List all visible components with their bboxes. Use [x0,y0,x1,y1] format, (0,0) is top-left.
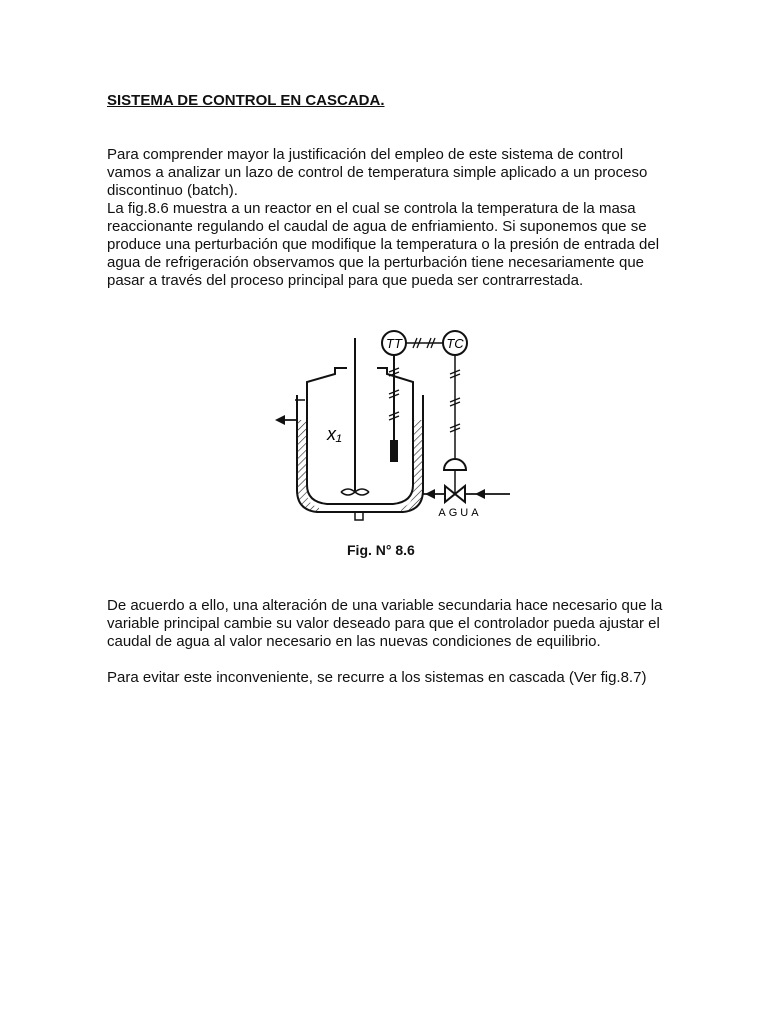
transmitter-label: TT [386,336,402,351]
valve-actuator [444,459,466,470]
paragraph-cascade-reference: Para evitar este inconveniente, se recurre a los sistemas en cascada (Ver fig.8.7) [107,669,647,686]
paragraph-figure-description: La fig.8.6 muestra a un reactor en el cual se controla la temperatura de la masa reaccionante regulando el caudal de agua de enfriamiento. Si suponemos que se produce una perturbación que modifique la temperatura o la presión de entrada del agua de refrigeración observamos que la perturbación tiene necesariamente que pasar a través del proceso principal para que pueda ser contrarrestada. [107,200,660,289]
reactor-diagram-svg [255,310,525,535]
mass-label: x₁ [327,424,342,444]
reactor-diagram [255,310,525,535]
water-to-jacket-arrow [425,489,435,499]
paragraph-consequence: De acuerdo a ello, una alteración de una variable secundaria hace necesario que la variable principal cambie su valor deseado para que el controlador pueda ajustar el caudal de agua al valor necesario en las nuevas condiciones de equilibrio. [107,597,663,650]
outlet-arrow [275,415,285,425]
thermowell [390,440,398,462]
vessel-top-left [307,368,347,390]
water-inlet-arrow [475,489,485,499]
controller-label: TC [446,336,464,351]
bottom-drain [355,512,363,520]
figure-caption: Fig. N° 8.6 [347,542,415,558]
paragraph-intro: Para comprender mayor la justificación del empleo de este sistema de control vamos a analizar un lazo de control de temperatura simple aplicado a un proceso discontinuo (batch). [107,146,648,199]
document-title: SISTEMA DE CONTROL EN CASCADA. [107,92,385,109]
water-label: AGUA [438,507,482,519]
